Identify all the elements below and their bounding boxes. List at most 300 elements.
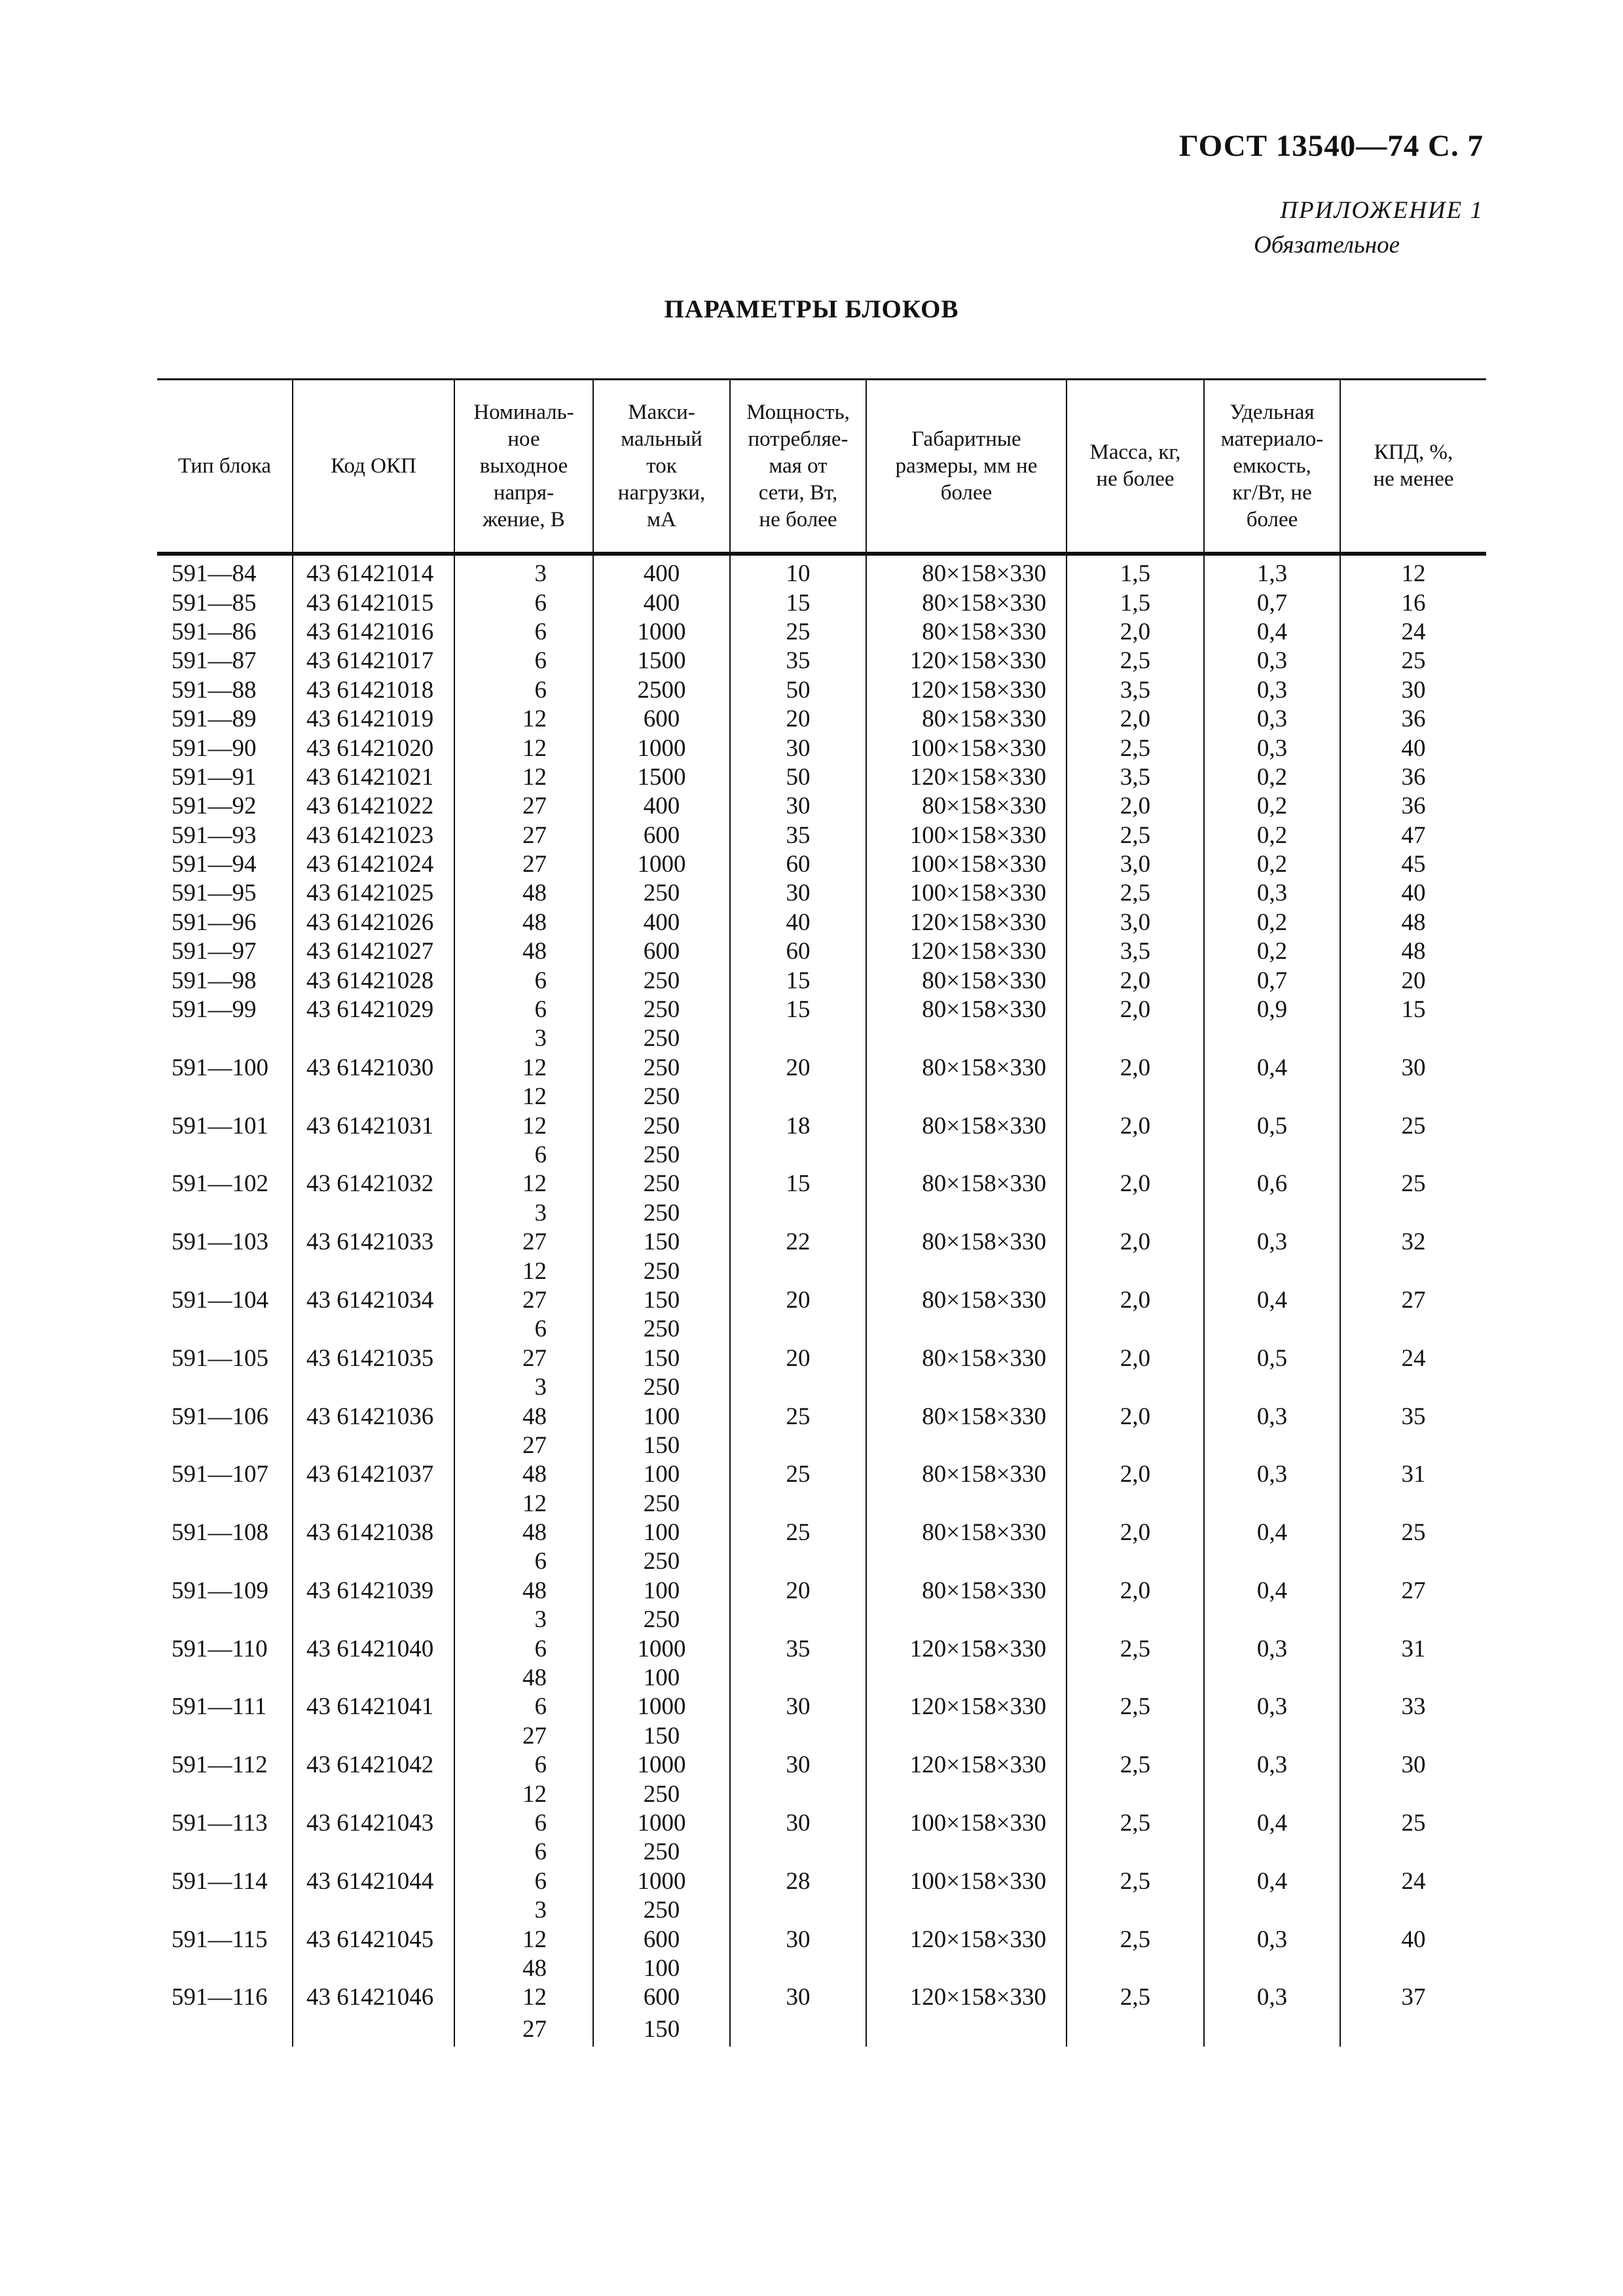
cell-specific-material: 0,6 [1204, 1170, 1340, 1198]
cell-okp-code [293, 1024, 454, 1053]
cell-current: 1000 [593, 1751, 730, 1780]
cell-power [730, 1257, 866, 1285]
cell-block-type: 591—116 [172, 1984, 268, 2011]
cell-power [730, 1838, 866, 1867]
column-header: Макси- мальный ток нагрузки, мА [593, 380, 730, 554]
cell-mass [1067, 2013, 1204, 2047]
cell-mass: 2,0 [1067, 1518, 1204, 1547]
cell-voltage: 3 [454, 554, 593, 588]
cell-okp-code: 43 61421031 [293, 1111, 454, 1140]
table-row [157, 763, 1486, 792]
cell-specific-material [1204, 1780, 1340, 1808]
table-row [157, 588, 1486, 617]
cell-voltage: 12 [454, 1490, 593, 1518]
cell-okp-code: 43 61421037 [293, 1460, 454, 1489]
cell-power [730, 1024, 866, 1053]
cell-power [730, 1664, 866, 1693]
cell-current: 250 [593, 1373, 730, 1402]
cell-dimensions: 80×158×330 [866, 554, 1067, 588]
cell-efficiency: 47 [1340, 821, 1486, 850]
cell-efficiency [1340, 1896, 1486, 1925]
cell-mass [1067, 1954, 1204, 1983]
cell-specific-material: 0,4 [1204, 1809, 1340, 1838]
cell-block-type [157, 1954, 293, 1983]
table-row [157, 1490, 1486, 1518]
cell-specific-material: 0,3 [1204, 1460, 1340, 1489]
cell-specific-material [1204, 1954, 1340, 1983]
cell-block-type: 591—94 [172, 851, 257, 878]
table-row [157, 618, 1486, 647]
cell-voltage: 6 [454, 1315, 593, 1344]
cell-power: 15 [730, 966, 866, 995]
table-row [157, 1605, 1486, 1634]
cell-voltage: 48 [454, 1460, 593, 1489]
cell-efficiency: 31 [1340, 1460, 1486, 1489]
cell-voltage: 27 [454, 821, 593, 850]
cell-okp-code: 43 61421043 [293, 1809, 454, 1838]
cell-specific-material [1204, 1547, 1340, 1576]
cell-efficiency [1340, 1722, 1486, 1751]
cell-efficiency: 25 [1340, 1170, 1486, 1198]
cell-current: 250 [593, 1547, 730, 1576]
table-row [157, 1199, 1486, 1228]
table-row [157, 676, 1486, 705]
table-row [157, 2013, 1486, 2047]
cell-specific-material: 0,3 [1204, 734, 1340, 762]
cell-dimensions: 100×158×330 [866, 1809, 1067, 1838]
cell-block-type [157, 1431, 293, 1460]
cell-specific-material: 0,7 [1204, 966, 1340, 995]
cell-power: 25 [730, 1460, 866, 1489]
cell-voltage: 48 [454, 908, 593, 937]
cell-mass: 2,5 [1067, 1983, 1204, 2012]
cell-specific-material [1204, 1896, 1340, 1925]
cell-efficiency: 15 [1340, 996, 1486, 1024]
cell-specific-material [1204, 1315, 1340, 1344]
cell-voltage: 12 [454, 1111, 593, 1140]
cell-power: 30 [730, 1925, 866, 1954]
cell-specific-material: 0,3 [1204, 1925, 1340, 1954]
cell-power: 15 [730, 996, 866, 1024]
cell-current: 250 [593, 879, 730, 908]
table-row [157, 1024, 1486, 1053]
cell-voltage: 6 [454, 1141, 593, 1170]
table-row [157, 879, 1486, 908]
cell-mass: 3,5 [1067, 763, 1204, 792]
cell-dimensions: 120×158×330 [866, 763, 1067, 792]
cell-block-type: 591—102 [172, 1170, 268, 1198]
cell-specific-material [1204, 1664, 1340, 1693]
cell-current: 1000 [593, 1809, 730, 1838]
cell-mass [1067, 1664, 1204, 1693]
cell-specific-material: 0,3 [1204, 1634, 1340, 1663]
cell-power: 35 [730, 821, 866, 850]
table-row [157, 996, 1486, 1024]
table-row [157, 554, 1486, 588]
cell-efficiency: 40 [1340, 734, 1486, 762]
cell-okp-code [293, 1605, 454, 1634]
cell-voltage: 48 [454, 1664, 593, 1693]
cell-dimensions: 100×158×330 [866, 850, 1067, 879]
cell-efficiency: 40 [1340, 1925, 1486, 1954]
cell-dimensions [866, 1024, 1067, 1053]
cell-specific-material: 0,4 [1204, 1518, 1340, 1547]
cell-specific-material: 0,2 [1204, 792, 1340, 821]
cell-mass: 2,0 [1067, 1402, 1204, 1431]
cell-voltage: 27 [454, 792, 593, 821]
cell-dimensions [866, 1083, 1067, 1111]
cell-okp-code: 43 61421015 [293, 588, 454, 617]
table-row [157, 1402, 1486, 1431]
table-row [157, 1344, 1486, 1373]
table-row [157, 1722, 1486, 1751]
cell-okp-code: 43 61421030 [293, 1054, 454, 1083]
cell-block-type [157, 1664, 293, 1693]
table-row [157, 1780, 1486, 1808]
cell-efficiency: 12 [1340, 554, 1486, 588]
cell-dimensions [866, 1838, 1067, 1867]
cell-dimensions: 80×158×330 [866, 705, 1067, 734]
cell-mass: 2,5 [1067, 1751, 1204, 1780]
cell-efficiency [1340, 1315, 1486, 1344]
column-header: Код ОКП [293, 380, 454, 554]
cell-mass: 2,0 [1067, 792, 1204, 821]
cell-current: 400 [593, 588, 730, 617]
cell-mass [1067, 1490, 1204, 1518]
cell-specific-material: 1,3 [1204, 554, 1340, 588]
cell-block-type: 591—101 [172, 1112, 268, 1139]
cell-voltage: 48 [454, 1518, 593, 1547]
cell-block-type: 591—100 [172, 1054, 268, 1081]
cell-current: 150 [593, 1228, 730, 1257]
cell-specific-material [1204, 1257, 1340, 1285]
cell-power [730, 1780, 866, 1808]
cell-power: 60 [730, 850, 866, 879]
cell-dimensions: 80×158×330 [866, 1228, 1067, 1257]
cell-current: 400 [593, 554, 730, 588]
cell-mass: 3,5 [1067, 676, 1204, 705]
cell-power: 40 [730, 908, 866, 937]
cell-okp-code [293, 1896, 454, 1925]
cell-block-type [157, 1547, 293, 1576]
cell-power: 20 [730, 705, 866, 734]
cell-specific-material: 0,2 [1204, 937, 1340, 966]
table-row [157, 1954, 1486, 1983]
cell-block-type: 591—95 [172, 880, 257, 907]
table-row [157, 1286, 1486, 1315]
cell-efficiency: 31 [1340, 1634, 1486, 1663]
cell-dimensions [866, 1257, 1067, 1285]
cell-voltage: 27 [454, 1344, 593, 1373]
cell-specific-material [1204, 1373, 1340, 1402]
table-row [157, 908, 1486, 937]
cell-power [730, 1722, 866, 1751]
column-header: Масса, кг, не более [1067, 380, 1204, 554]
cell-specific-material: 0,4 [1204, 618, 1340, 647]
cell-block-type: 591—90 [172, 734, 257, 762]
cell-block-type: 591—114 [172, 1867, 268, 1895]
cell-dimensions [866, 1547, 1067, 1576]
cell-mass: 2,0 [1067, 1228, 1204, 1257]
cell-current: 250 [593, 1024, 730, 1053]
cell-efficiency: 37 [1340, 1983, 1486, 2012]
cell-voltage: 3 [454, 1373, 593, 1402]
cell-okp-code [293, 1954, 454, 1983]
cell-block-type: 591—88 [172, 676, 257, 704]
cell-block-type [157, 1141, 293, 1170]
cell-specific-material [1204, 1722, 1340, 1751]
cell-mass: 2,5 [1067, 1634, 1204, 1663]
cell-voltage: 6 [454, 647, 593, 675]
cell-current: 400 [593, 792, 730, 821]
table-row [157, 821, 1486, 850]
cell-specific-material [1204, 1141, 1340, 1170]
table-row [157, 1925, 1486, 1954]
column-header: Удельная материало- емкость, кг/Вт, не более [1204, 380, 1340, 554]
table-row [157, 1751, 1486, 1780]
cell-okp-code [293, 1490, 454, 1518]
cell-mass: 2,5 [1067, 1693, 1204, 1721]
cell-voltage: 27 [454, 1286, 593, 1315]
cell-okp-code: 43 61421026 [293, 908, 454, 937]
table-row [157, 1634, 1486, 1663]
cell-efficiency: 20 [1340, 966, 1486, 995]
cell-mass [1067, 1547, 1204, 1576]
cell-efficiency: 48 [1340, 937, 1486, 966]
cell-specific-material [1204, 1083, 1340, 1111]
cell-dimensions: 80×158×330 [866, 1460, 1067, 1489]
cell-mass: 2,0 [1067, 1286, 1204, 1315]
table-row [157, 937, 1486, 966]
cell-okp-code [293, 1315, 454, 1344]
cell-voltage: 12 [454, 1983, 593, 2012]
cell-efficiency [1340, 1664, 1486, 1693]
table-row [157, 1838, 1486, 1867]
cell-current: 250 [593, 1199, 730, 1228]
cell-voltage: 27 [454, 1722, 593, 1751]
cell-mass: 2,0 [1067, 966, 1204, 995]
cell-efficiency [1340, 1780, 1486, 1808]
cell-efficiency: 25 [1340, 1518, 1486, 1547]
table-row [157, 1228, 1486, 1257]
cell-mass: 2,0 [1067, 1054, 1204, 1083]
cell-power: 30 [730, 1751, 866, 1780]
cell-efficiency: 30 [1340, 676, 1486, 705]
table-row [157, 705, 1486, 734]
cell-block-type [157, 1722, 293, 1751]
cell-mass [1067, 1083, 1204, 1111]
cell-block-type: 591—113 [172, 1809, 268, 1837]
cell-mass [1067, 1431, 1204, 1460]
table-row [157, 1577, 1486, 1605]
cell-current: 1000 [593, 734, 730, 762]
cell-specific-material: 0,2 [1204, 821, 1340, 850]
cell-efficiency: 30 [1340, 1054, 1486, 1083]
cell-dimensions: 120×158×330 [866, 647, 1067, 675]
cell-okp-code: 43 61421023 [293, 821, 454, 850]
appendix-label: ПРИЛОЖЕНИЕ 1 [1280, 197, 1484, 224]
cell-block-type: 591—91 [172, 763, 257, 791]
cell-okp-code: 43 61421016 [293, 618, 454, 647]
cell-mass: 2,5 [1067, 879, 1204, 908]
cell-specific-material: 0,4 [1204, 1286, 1340, 1315]
cell-dimensions: 120×158×330 [866, 676, 1067, 705]
cell-dimensions [866, 1373, 1067, 1402]
cell-block-type: 591—93 [172, 821, 257, 849]
table-row [157, 1170, 1486, 1198]
cell-efficiency [1340, 1431, 1486, 1460]
column-header: Тип блока [157, 380, 293, 554]
cell-okp-code: 43 61421046 [293, 1983, 454, 2012]
cell-current: 150 [593, 1431, 730, 1460]
cell-specific-material: 0,5 [1204, 1111, 1340, 1140]
cell-okp-code: 43 61421036 [293, 1402, 454, 1431]
cell-specific-material: 0,9 [1204, 996, 1340, 1024]
cell-voltage: 12 [454, 1257, 593, 1285]
table-row [157, 1373, 1486, 1402]
table-row [157, 1431, 1486, 1460]
cell-power: 30 [730, 879, 866, 908]
cell-efficiency: 24 [1340, 618, 1486, 647]
cell-block-type: 591—99 [172, 996, 257, 1024]
cell-okp-code [293, 1780, 454, 1808]
cell-voltage: 6 [454, 618, 593, 647]
table-row [157, 1141, 1486, 1170]
cell-mass [1067, 1373, 1204, 1402]
table-row [157, 1518, 1486, 1547]
cell-efficiency [1340, 1083, 1486, 1111]
cell-dimensions [866, 1780, 1067, 1808]
cell-voltage: 6 [454, 1838, 593, 1867]
cell-power [730, 1547, 866, 1576]
cell-mass: 2,0 [1067, 1111, 1204, 1140]
cell-block-type [157, 1896, 293, 1925]
cell-dimensions: 80×158×330 [866, 966, 1067, 995]
cell-mass: 2,0 [1067, 1460, 1204, 1489]
cell-okp-code: 43 61421040 [293, 1634, 454, 1663]
cell-power: 30 [730, 792, 866, 821]
cell-specific-material [1204, 1024, 1340, 1053]
document-reference: ГОСТ 13540—74 С. 7 [1178, 129, 1484, 163]
cell-power: 35 [730, 647, 866, 675]
cell-dimensions [866, 1605, 1067, 1634]
table-row [157, 1547, 1486, 1576]
cell-block-type: 591—104 [172, 1286, 268, 1314]
cell-voltage: 12 [454, 705, 593, 734]
cell-okp-code: 43 61421022 [293, 792, 454, 821]
cell-voltage: 3 [454, 1605, 593, 1634]
cell-efficiency: 30 [1340, 1751, 1486, 1780]
cell-power: 20 [730, 1054, 866, 1083]
cell-dimensions [866, 1490, 1067, 1518]
cell-specific-material: 0,3 [1204, 1983, 1340, 2012]
table-body [157, 554, 1486, 2047]
cell-current: 250 [593, 1054, 730, 1083]
cell-mass [1067, 1780, 1204, 1808]
cell-current: 600 [593, 705, 730, 734]
cell-okp-code [293, 2013, 454, 2047]
cell-dimensions: 80×158×330 [866, 996, 1067, 1024]
cell-specific-material: 0,3 [1204, 676, 1340, 705]
cell-power [730, 1315, 866, 1344]
cell-efficiency [1340, 1024, 1486, 1053]
cell-okp-code: 43 61421035 [293, 1344, 454, 1373]
cell-okp-code: 43 61421034 [293, 1286, 454, 1315]
cell-mass [1067, 1199, 1204, 1228]
cell-dimensions: 100×158×330 [866, 879, 1067, 908]
cell-dimensions: 100×158×330 [866, 821, 1067, 850]
cell-efficiency: 36 [1340, 792, 1486, 821]
cell-voltage: 6 [454, 588, 593, 617]
cell-block-type [157, 1605, 293, 1634]
cell-dimensions: 120×158×330 [866, 1693, 1067, 1721]
cell-power [730, 2013, 866, 2047]
table-row [157, 1460, 1486, 1489]
table-row [157, 1809, 1486, 1838]
cell-voltage: 6 [454, 1867, 593, 1896]
cell-voltage: 27 [454, 1431, 593, 1460]
cell-okp-code: 43 61421038 [293, 1518, 454, 1547]
cell-current: 250 [593, 1257, 730, 1285]
cell-dimensions [866, 1896, 1067, 1925]
cell-okp-code [293, 1664, 454, 1693]
cell-block-type: 591—89 [172, 706, 257, 733]
cell-block-type [157, 1373, 293, 1402]
cell-mass: 2,0 [1067, 996, 1204, 1024]
cell-dimensions: 120×158×330 [866, 1751, 1067, 1780]
cell-dimensions: 80×158×330 [866, 1111, 1067, 1140]
cell-specific-material [1204, 1605, 1340, 1634]
cell-power: 20 [730, 1577, 866, 1605]
table-row [157, 1257, 1486, 1285]
cell-mass: 2,5 [1067, 1925, 1204, 1954]
cell-specific-material: 0,3 [1204, 1228, 1340, 1257]
cell-current: 250 [593, 1083, 730, 1111]
cell-efficiency: 25 [1340, 1111, 1486, 1140]
cell-efficiency [1340, 1490, 1486, 1518]
cell-current: 600 [593, 821, 730, 850]
cell-current: 600 [593, 1925, 730, 1954]
cell-dimensions [866, 2013, 1067, 2047]
cell-specific-material [1204, 1490, 1340, 1518]
cell-mass [1067, 1024, 1204, 1053]
cell-power: 10 [730, 554, 866, 588]
cell-power: 25 [730, 1518, 866, 1547]
cell-voltage: 12 [454, 1054, 593, 1083]
cell-block-type [157, 1083, 293, 1111]
cell-block-type: 591—86 [172, 618, 257, 645]
cell-power: 28 [730, 1867, 866, 1896]
cell-power [730, 1431, 866, 1460]
cell-voltage: 12 [454, 1780, 593, 1808]
cell-okp-code: 43 61421025 [293, 879, 454, 908]
cell-block-type: 591—111 [172, 1693, 267, 1721]
cell-okp-code [293, 1257, 454, 1285]
table-row [157, 966, 1486, 995]
cell-specific-material [1204, 1199, 1340, 1228]
cell-current: 1000 [593, 1634, 730, 1663]
cell-block-type: 591—87 [172, 647, 257, 675]
cell-specific-material: 0,3 [1204, 1751, 1340, 1780]
cell-current: 250 [593, 966, 730, 995]
cell-efficiency [1340, 1257, 1486, 1285]
cell-current: 150 [593, 2013, 730, 2047]
cell-dimensions [866, 1431, 1067, 1460]
cell-voltage: 6 [454, 966, 593, 995]
cell-efficiency: 25 [1340, 1809, 1486, 1838]
cell-okp-code: 43 61421027 [293, 937, 454, 966]
cell-dimensions: 120×158×330 [866, 1925, 1067, 1954]
